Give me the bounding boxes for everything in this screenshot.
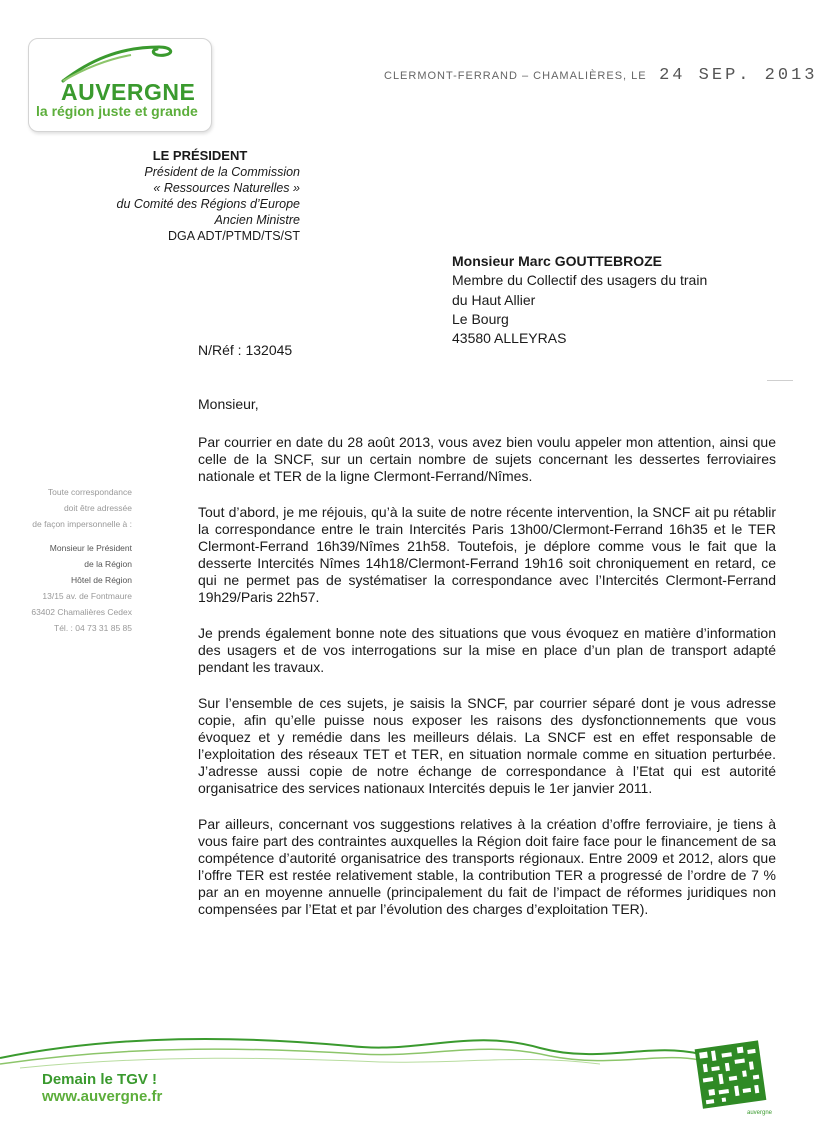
- sidebar-address: Tél. : 04 73 31 85 85: [54, 623, 132, 633]
- date-stamp: 24 SEP. 2013: [659, 66, 817, 85]
- paragraph: Par courrier en date du 28 août 2013, vous avez bien voulu appeler mon attention, ainsi que celle de la SNCF, sur un certain nombre de sujets concernant les dessertes ferroviaires nationale et TER de la ligne Clermont-Ferrand/Nîmes.: [198, 434, 776, 484]
- sidebar-address: Hôtel de Région: [71, 575, 132, 585]
- qr-code-icon: [689, 1040, 781, 1116]
- recipient-block: [452, 252, 707, 348]
- logo-name: AUVERGNE: [61, 79, 196, 105]
- sidebar-note: doit être adressée: [63, 503, 132, 513]
- sender-code: DGA ADT/PTMD/TS/ST: [168, 229, 300, 243]
- reference: N/Réf : 132045: [198, 342, 293, 358]
- footer-url[interactable]: www.auvergne.fr: [42, 1088, 163, 1105]
- sender-title: LE PRÉSIDENT: [152, 148, 248, 163]
- recipient-line: 43580 ALLEYRAS: [452, 330, 567, 347]
- date-line: [384, 66, 817, 85]
- sidebar-address: de la Région: [84, 559, 132, 569]
- qr-label: auvergne: [747, 1110, 773, 1116]
- sidebar-address: 63402 Chamalières Cedex: [31, 607, 132, 617]
- sidebar-note: Toute correspondance: [47, 487, 132, 497]
- recipient-line: Membre du Collectif des usagers du train: [452, 272, 708, 289]
- correspondence-sidebar: [20, 484, 132, 636]
- recipient-line: du Haut Allier: [452, 291, 536, 308]
- sender-line: Président de la Commission: [144, 165, 300, 179]
- sidebar-address: 13/15 av. de Fontmaure: [42, 591, 132, 601]
- sender-line: du Comité des Régions d’Europe: [116, 197, 300, 211]
- logo-tagline: la région juste et grande: [36, 103, 198, 119]
- margin-rule: [767, 380, 793, 381]
- salutation: Monsieur,: [198, 396, 259, 412]
- sender-line: Ancien Ministre: [214, 213, 300, 227]
- letter-body: [198, 396, 776, 937]
- sidebar-note: de façon impersonnelle à :: [32, 519, 132, 529]
- sender-line: « Ressources Naturelles »: [153, 181, 300, 195]
- recipient-name: Monsieur Marc GOUTTEBROZE: [452, 253, 663, 269]
- region-logo: [28, 38, 212, 132]
- date-place: CLERMONT-FERRAND – CHAMALIÈRES, LE: [384, 70, 647, 82]
- sender-block: [40, 148, 300, 244]
- paragraph: Je prends également bonne note des situations que vous évoquez en matière d’information des usagers et de vos interrogations sur la mise en place d’un plan de transport adapté pendant les travaux.: [198, 625, 776, 675]
- recipient-line: Le Bourg: [452, 310, 509, 327]
- footer-wave: [0, 1018, 800, 1078]
- paragraph: Tout d’abord, je me réjouis, qu’à la suite de notre récente intervention, la SNCF ait pu rétablir la correspondance entre le train Intercités Paris 13h00/Clermont-Ferrand 16h35 et le TER Clermont-Ferrand 16h39/Nîmes 21h58. Toutefois, je déplore comme vous le fait que la desserte Intercités Nîmes 14h18/Clermont-Ferrand 19h16 soit chroniquement en retard, ce qui ne permet pas de systématiser la correspondance avec l’Intercités Clermont-Ferrand 19h29/Paris 22h57.: [198, 504, 776, 605]
- paragraph: Par ailleurs, concernant vos suggestions relatives à la création d’offre ferroviaire, je tiens à vous faire part des contraintes auxquelles la Région doit faire face pour le financement de sa compétence d’autorité organisatrice des transports régionaux. Entre 2009 et 2012, alors que l’offre TER est restée relativement stable, la contribution TER a progressé de l’ordre de 7 % par an en moyenne annuelle (principalement du fait de l’impact de réformes juridiques non compensées par l’Etat et par l’évolution des charges d’exploitation TER).: [198, 816, 776, 917]
- paragraph: Sur l’ensemble de ces sujets, je saisis la SNCF, par courrier séparé dont je vous adresse copie, afin qu’elle puisse nous exposer les raisons des dysfonctionnements que vous évoquez et y remédie dans les meilleurs délais. La SNCF est en effet responsable de l’exploitation des réseaux TET et TER, en situation normale comme en situation perturbée. J’adresse aussi copie de notre échange de correspondance à l’Etat qui est autorité organisatrice des services nationaux Intercités depuis le 1er janvier 2011.: [198, 695, 776, 796]
- sidebar-address: Monsieur le Président: [49, 543, 132, 553]
- footer-slogan: Demain le TGV !: [42, 1071, 158, 1088]
